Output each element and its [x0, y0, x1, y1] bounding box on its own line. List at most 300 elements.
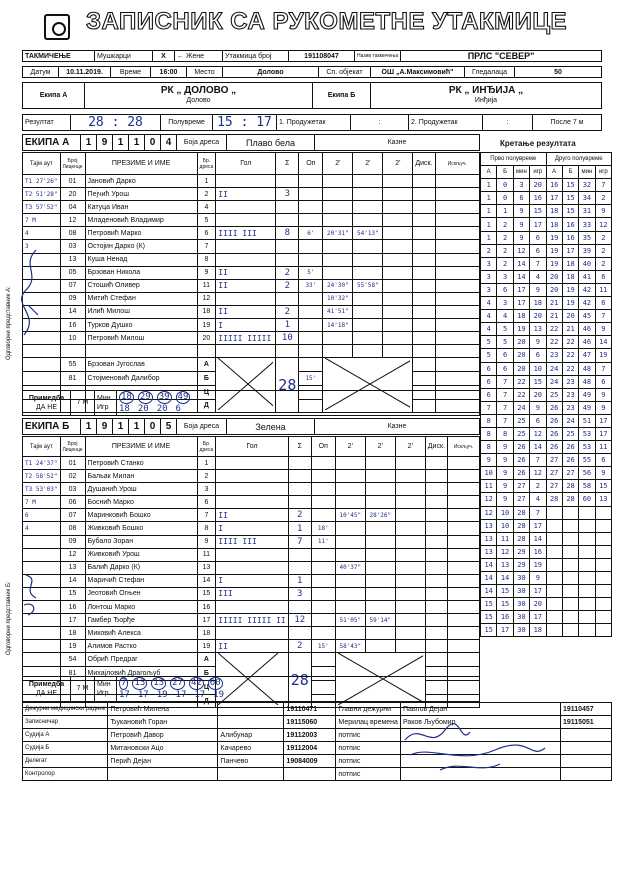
player-name: Маричић Стефан [85, 574, 197, 587]
licence-cell: 19 [60, 640, 85, 653]
warning-time: 33' [299, 279, 323, 292]
flow-cell: 9 [497, 454, 513, 467]
penalty-3-time [395, 548, 425, 561]
player-row [23, 279, 480, 292]
penalty-1-time [335, 496, 365, 509]
flow-cell: 7 [530, 506, 546, 519]
flow-cell [546, 598, 562, 611]
timeout-cell: 4 [23, 522, 61, 535]
penalty-2-time [365, 587, 395, 600]
igr-label: Игр [97, 403, 109, 411]
flow-cell: 6 [530, 414, 546, 427]
licence-cell: 06 [60, 496, 85, 509]
shirt-number: 9 [197, 266, 216, 279]
team-a-code-digit: 4 [161, 135, 177, 151]
licence-cell: 01 [60, 175, 85, 188]
flow-cell: 21 [546, 310, 562, 323]
footer-town [218, 703, 284, 716]
goal-sum [276, 253, 299, 266]
flow-cell: 15 [595, 480, 611, 493]
gender-male: Мушкарци [95, 51, 153, 62]
col-goals: Гол [216, 153, 276, 175]
flow-cell: 1 [481, 205, 497, 218]
match-number: 191108047 [289, 51, 355, 62]
penalty-1-time [335, 627, 365, 640]
disqualification-cell [413, 201, 435, 214]
goal-sum [288, 627, 311, 640]
col-2min-1: 2' [323, 153, 353, 175]
flow-cell [595, 506, 611, 519]
penalty-1-time: 20'31" [323, 227, 353, 240]
flow-cell: 1 [497, 205, 513, 218]
goal-sum [276, 240, 299, 253]
team-a-players-table [22, 152, 480, 413]
flow-cell: 17 [595, 414, 611, 427]
shirt-number: 16 [197, 601, 216, 614]
spectators-value: 50 [515, 67, 602, 78]
penalty-3-time [383, 319, 413, 332]
col-2min-3: 2' [395, 437, 425, 457]
penalty-3-time [395, 627, 425, 640]
official-letter: Д [197, 694, 216, 708]
flow-half1-label: Прво полувреме [481, 153, 547, 166]
remark-yes-no: ДА НЕ [35, 689, 58, 697]
flow-cell: 10 [497, 519, 513, 532]
team-a-seven-m-shots [117, 391, 480, 416]
team-a-signature-icon [16, 245, 46, 355]
flow-cell: 9 [497, 480, 513, 493]
disqualification-cell [413, 227, 435, 240]
penalty-2-time [365, 522, 395, 535]
timeout-cell: 4 [23, 227, 61, 240]
flow-cell: 20 [562, 310, 578, 323]
flow-cell: 20 [513, 336, 529, 349]
flow-cell: 8 [481, 441, 497, 454]
flow-cell: 27 [513, 480, 529, 493]
player-name: Турков Душко [85, 319, 197, 332]
result-score: 28 : 28 [71, 115, 161, 131]
flow-cell: 20 [546, 270, 562, 283]
penalty-3-time [395, 561, 425, 574]
remark-label: Примедба [28, 680, 65, 688]
team-b-label: Екипа Б [313, 83, 371, 109]
flow-cell: 14 [481, 585, 497, 598]
col-exclusion: Искључ. [447, 437, 479, 457]
exclusion-cell [447, 470, 479, 483]
official-name: Обрић Предраг [85, 653, 197, 667]
flow-cell: 15 [562, 205, 578, 218]
remark-cell [23, 677, 71, 702]
shirt-number: 7 [197, 240, 216, 253]
shirt-number: 19 [197, 319, 216, 332]
exclusion-cell [435, 305, 479, 318]
flow-cell: 27 [562, 467, 578, 480]
goal-sum [276, 345, 299, 358]
venue-label: Сп. објекат [319, 67, 371, 78]
penalty-2-time [365, 574, 395, 587]
player-name: Петровић Милош [85, 332, 197, 345]
official-letter: Ц [197, 680, 216, 694]
goal-tally [216, 470, 288, 483]
flow-cell: 41 [579, 270, 595, 283]
disqualification-cell [413, 305, 435, 318]
timeout-cell: Т3 53'03" [23, 483, 61, 496]
flow-row [481, 585, 612, 598]
flow-cell: 20 [530, 179, 546, 192]
flow-cell: 0 [497, 179, 513, 192]
team-a-player-rows [23, 175, 480, 358]
flow-cell: 7 [595, 310, 611, 323]
seven-m-player: 17 [194, 689, 206, 700]
goal-tally [216, 548, 288, 561]
flow-cell: 1 [481, 192, 497, 205]
licence-cell: 03 [60, 483, 85, 496]
disqualification-cell [425, 614, 447, 627]
seven-m-minute: 49 [177, 392, 189, 402]
seven-m-players [119, 690, 477, 701]
disqualification-cell [413, 332, 435, 345]
flow-cell: 4 [530, 270, 546, 283]
flow-col-header: А [546, 166, 562, 179]
overtime-1-label: 1. Продужетак [277, 115, 351, 131]
seven-m-player: 19 [213, 689, 225, 700]
flow-cell: 21 [562, 323, 578, 336]
flow-cell: 1 [481, 218, 497, 231]
warning-time: 15' [311, 640, 335, 653]
player-name: Јеотовић Огњен [85, 587, 197, 600]
flow-cell: 9 [513, 218, 529, 231]
player-row [23, 319, 480, 332]
flow-col-header: Б [562, 166, 578, 179]
footer-licence-2: 19115051 [560, 716, 611, 729]
flow-cell [595, 545, 611, 558]
flow-cell: 19 [562, 283, 578, 296]
flow-cell: 7 [530, 257, 546, 270]
flow-cell: 6 [497, 283, 513, 296]
penalty-2-time [353, 201, 383, 214]
seven-m-minute: 7 [121, 678, 127, 688]
flow-row [481, 401, 612, 414]
flow-cell: 9 [595, 467, 611, 480]
penalty-2-time [353, 214, 383, 227]
warning-time: 5' [299, 266, 323, 279]
flow-cell: 48 [579, 375, 595, 388]
goal-tally: II [216, 279, 276, 292]
flow-row [481, 283, 612, 296]
warning-time [299, 240, 323, 253]
flow-cell: 46 [579, 336, 595, 349]
player-name: Боснић Марко [85, 496, 197, 509]
flow-cell: 30 [513, 572, 529, 585]
flow-cell: 8 [497, 427, 513, 440]
goal-sum: 7 [288, 535, 311, 548]
warning-time [311, 574, 335, 587]
exclusion-cell [447, 483, 479, 496]
penalty-2-time [365, 601, 395, 614]
flow-cell: 5 [481, 349, 497, 362]
half-label: Полувреме [161, 115, 213, 131]
flow-cell: 3 [481, 270, 497, 283]
flow-cell: 34 [579, 192, 595, 205]
flow-row [481, 375, 612, 388]
flow-cell: 4 [481, 323, 497, 336]
exclusion-cell [447, 548, 479, 561]
header-competition-row [22, 50, 602, 62]
flow-cell: 11 [595, 441, 611, 454]
flow-cell: 20 [530, 598, 546, 611]
flow-cell: 20 [513, 349, 529, 362]
exclusion-cell [435, 292, 479, 305]
official-name: Брзован Југослав [85, 358, 197, 372]
footer-role-2: потпис [336, 742, 401, 755]
flow-cell: 13 [497, 558, 513, 571]
exclusion-cell [435, 266, 479, 279]
flow-cell: 6 [595, 297, 611, 310]
min-label: Мин [97, 394, 111, 402]
exclusion-cell [435, 332, 479, 345]
goal-tally [216, 601, 288, 614]
flow-cell [595, 572, 611, 585]
flow-cell [546, 545, 562, 558]
disqualification-cell [425, 522, 447, 535]
flow-cell: 28 [513, 532, 529, 545]
team-a-city: Долово [186, 97, 211, 105]
goal-tally: I [216, 574, 288, 587]
footer-name: Петровић Давор [108, 729, 218, 742]
penalty-2-time [365, 535, 395, 548]
footer-licence: 19084009 [284, 755, 336, 768]
footer-name [108, 768, 218, 781]
player-row [23, 188, 480, 201]
flow-cell: 14 [513, 270, 529, 283]
flow-cell: 17 [513, 283, 529, 296]
goal-tally: I [216, 319, 276, 332]
disqualification-cell [425, 601, 447, 614]
player-name: Миковић Алекса [85, 627, 197, 640]
penalty-2-time [353, 240, 383, 253]
disqualification-cell [413, 358, 435, 372]
penalty-3-time [395, 601, 425, 614]
licence-cell: 07 [60, 279, 85, 292]
flow-cell [546, 532, 562, 545]
remark-label: Примедба [28, 394, 65, 402]
footer-role-2: потпис [336, 729, 401, 742]
team-a-remarks [22, 390, 480, 416]
overtime-2-value: : [483, 115, 533, 131]
timeout-cell [23, 627, 61, 640]
footer-role-2: потпис [336, 768, 401, 781]
seven-m-player: 20 [156, 403, 168, 414]
col-goals: Гол [216, 437, 288, 457]
flow-row [481, 362, 612, 375]
flow-cell: 4 [481, 297, 497, 310]
flow-cell: 6 [481, 388, 497, 401]
player-name: Алимов Растко [85, 640, 197, 653]
flow-cell: 24 [546, 362, 562, 375]
player-name [85, 345, 197, 358]
flow-cell: 23 [562, 388, 578, 401]
disqualification-cell [425, 535, 447, 548]
player-name: Брзован Никола [85, 266, 197, 279]
licence-cell: 14 [60, 574, 85, 587]
flow-cell: 17 [562, 244, 578, 257]
seven-m-player: 18 [119, 403, 130, 414]
flow-row [481, 244, 612, 257]
penalty-2-time [353, 319, 383, 332]
seven-m-minutes [119, 391, 477, 404]
flow-cell: 20 [546, 283, 562, 296]
player-name: Петровић Марко [85, 227, 197, 240]
flow-rows [481, 179, 612, 637]
flow-col-header: игр [530, 166, 546, 179]
team-b-penalties-label: Казне [315, 419, 480, 435]
flow-cell: 13 [481, 519, 497, 532]
warning-time: 15' [299, 372, 323, 386]
flow-cell: 48 [579, 362, 595, 375]
flow-cell: 12 [530, 467, 546, 480]
timeout-cell [23, 548, 61, 561]
footer-licence: 19115060 [284, 716, 336, 729]
flow-cell: 13 [481, 532, 497, 545]
flow-cell: 28 [562, 480, 578, 493]
penalty-1-time [323, 188, 353, 201]
footer-town: Алибунар [218, 729, 284, 742]
flow-cell: 11 [595, 283, 611, 296]
exclusion-cell [435, 345, 479, 358]
team-b-code-label: ЕКИПА Б [23, 419, 81, 435]
penalty-1-time [335, 574, 365, 587]
penalty-2-time: 28'26" [365, 509, 395, 522]
col-sum: Σ [288, 437, 311, 457]
flow-row [481, 427, 612, 440]
player-row [23, 332, 480, 345]
licence-cell: 02 [60, 470, 85, 483]
team-b-code-digit: 1 [129, 419, 145, 435]
flow-cell: 22 [562, 336, 578, 349]
penalty-2-time [353, 188, 383, 201]
flow-cell [546, 572, 562, 585]
penalty-3-time [383, 175, 413, 188]
penalty-1-time [335, 601, 365, 614]
team-a-officials-label: Одговорни представник А: [6, 286, 12, 360]
team-a-code-digit: 0 [145, 135, 161, 151]
team-b-code-digit: 1 [113, 419, 129, 435]
flow-cell: 11 [497, 532, 513, 545]
flow-cell: 19 [546, 257, 562, 270]
warning-time [299, 201, 323, 214]
penalty-1-time [335, 587, 365, 600]
player-row [23, 345, 480, 358]
flow-cell: 2 [481, 244, 497, 257]
penalty-1-time [335, 483, 365, 496]
flow-cell: 4 [497, 310, 513, 323]
penalty-1-time [323, 332, 353, 345]
shirt-number: 8 [197, 253, 216, 266]
warning-time [299, 345, 323, 358]
footer-role: Записничар [23, 716, 108, 729]
flow-cell: 56 [579, 467, 595, 480]
flow-cell: 16 [530, 545, 546, 558]
disqualification-cell [413, 292, 435, 305]
flow-row [481, 441, 612, 454]
flow-cell: 3 [481, 283, 497, 296]
warning-time: 18' [311, 522, 335, 535]
flow-cell: 9 [595, 205, 611, 218]
seven-m-player: 6 [175, 403, 181, 414]
official-name: Михајловић Драгољуб [85, 667, 197, 681]
flow-row [481, 257, 612, 270]
disqualification-cell [413, 266, 435, 279]
licence-cell: 55 [60, 358, 85, 372]
flow-cell: 30 [513, 611, 529, 624]
flow-cell: 2 [595, 231, 611, 244]
flow-cell: 22 [562, 349, 578, 362]
match-number-label: Утакмица број [223, 51, 289, 62]
player-row [23, 535, 480, 548]
goal-tally [216, 240, 276, 253]
flow-cell: 18 [546, 218, 562, 231]
flow-row [481, 558, 612, 571]
flow-cell: 26 [546, 401, 562, 414]
flow-cell: 6 [513, 192, 529, 205]
penalty-1-time [335, 457, 365, 470]
teams-row [22, 82, 602, 109]
flow-cell: 7 [595, 362, 611, 375]
penalty-2-time: 59'14" [365, 614, 395, 627]
federation-logo-icon [44, 14, 70, 40]
flow-cell: 40 [579, 257, 595, 270]
exclusion-cell [435, 372, 479, 386]
penalty-1-time [335, 548, 365, 561]
penalty-1-time: 58'43" [335, 640, 365, 653]
flow-cell: 17 [530, 611, 546, 624]
flow-cell [595, 532, 611, 545]
flow-cell: 53 [579, 441, 595, 454]
team-a-code-digit: 1 [81, 135, 97, 151]
disqualification-cell [413, 253, 435, 266]
flow-cell [579, 519, 595, 532]
place-value: Долово [223, 67, 319, 78]
flow-cell: 39 [579, 244, 595, 257]
seven-m-minute: 29 [139, 392, 151, 402]
footer-name: Перић Дејан [108, 755, 218, 768]
flow-cell: 25 [546, 388, 562, 401]
col-licence: Број Лиценце [60, 437, 85, 457]
penalty-1-time [323, 201, 353, 214]
flow-cell [595, 611, 611, 624]
licence-cell: 12 [60, 214, 85, 227]
venue-value: ОШ „А.Максимовић" [371, 67, 465, 78]
penalty-1-time [323, 214, 353, 227]
flow-cell [562, 585, 578, 598]
player-name: Куша Ненад [85, 253, 197, 266]
flow-row [481, 231, 612, 244]
penalty-3-time [383, 279, 413, 292]
penalty-3-time [383, 214, 413, 227]
col-timeout: Тајм аут [23, 153, 61, 175]
goal-tally [216, 201, 276, 214]
team-a-code-digit: 9 [97, 135, 113, 151]
goal-tally: IIII III [216, 535, 288, 548]
col-licence: Број Лиценце [60, 153, 85, 175]
exclusion-cell [447, 614, 479, 627]
col-number: Бр. дреса [197, 437, 216, 457]
footer-role: Судија Б [23, 742, 108, 755]
flow-cell: 35 [579, 231, 595, 244]
penalty-2-time [365, 640, 395, 653]
footer-licence-2 [560, 755, 611, 768]
penalty-2-time: 54'13" [353, 227, 383, 240]
